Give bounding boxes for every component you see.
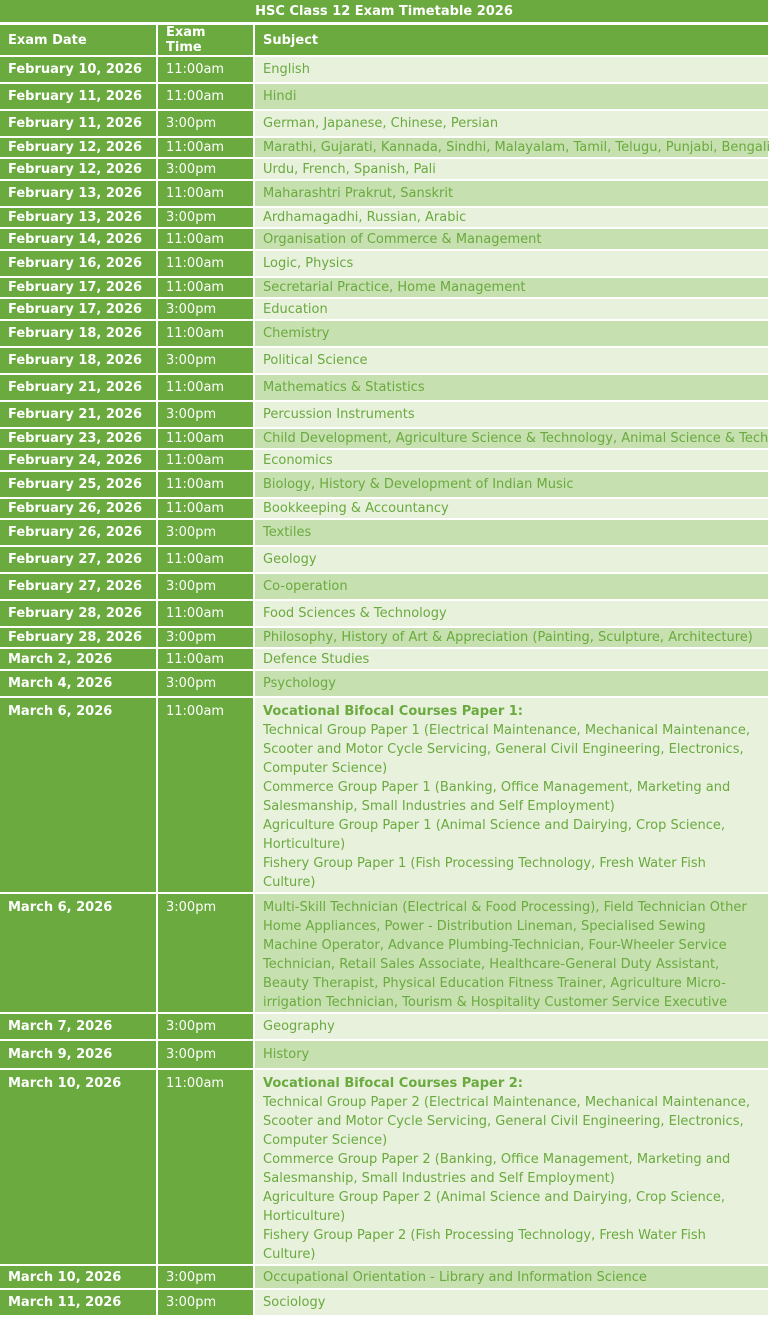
subject-heading: Vocational Bifocal Courses Paper 1: <box>263 704 523 719</box>
subject-cell: Percussion Instruments <box>253 402 768 429</box>
exam-date-cell: March 2, 2026 <box>0 649 156 671</box>
subject-cell <box>253 698 768 894</box>
exam-date-cell: February 12, 2026 <box>0 159 156 181</box>
table-row <box>0 628 768 649</box>
subject-line: Agriculture Group Paper 1 (Animal Science and Dairying, Crop Science, Horticulture) <box>263 818 725 852</box>
exam-date-cell: February 26, 2026 <box>0 520 156 547</box>
exam-date-cell: February 21, 2026 <box>0 375 156 402</box>
table-row <box>0 574 768 601</box>
exam-time-cell: 3:00pm <box>156 628 253 649</box>
exam-time-cell: 3:00pm <box>156 1290 253 1317</box>
table-row <box>0 894 768 1014</box>
table-row <box>0 278 768 299</box>
exam-time-cell: 11:00am <box>156 138 253 159</box>
subject-cell: Ardhamagadhi, Russian, Arabic <box>253 208 768 229</box>
exam-time-cell: 3:00pm <box>156 1041 253 1070</box>
table-row <box>0 1290 768 1317</box>
subject-cell: History <box>253 1041 768 1070</box>
table-row <box>0 375 768 402</box>
subject-line: Multi-Skill Technician (Electrical & Food Processing), Field Technician Other Home Appliances, Power - Distribution Lineman, Specialised Sewing Machine Operator, Advance Plumbing-Technician, Four-Wheeler Service Technician, Retail Sales Associate, Healthcare-General Duty Assistant, Beauty Therapist, Physical Education Fitness Trainer, Agriculture Micro-irrigation Technician, Tourism & Hospitality Customer Service Executive <box>263 900 747 1010</box>
subject-cell: Organisation of Commerce & Management <box>253 229 768 251</box>
exam-time-cell: 3:00pm <box>156 111 253 138</box>
table-row <box>0 698 768 894</box>
table-row <box>0 84 768 111</box>
subject-cell: Urdu, French, Spanish, Pali <box>253 159 768 181</box>
exam-date-cell: February 17, 2026 <box>0 299 156 321</box>
subject-cell: Chemistry <box>253 321 768 348</box>
exam-time-cell: 11:00am <box>156 547 253 574</box>
subject-cell: Economics <box>253 450 768 472</box>
table-row <box>0 429 768 450</box>
subject-cell <box>253 894 768 1014</box>
exam-time-cell: 11:00am <box>156 375 253 402</box>
exam-date-cell: February 28, 2026 <box>0 601 156 628</box>
exam-date-cell: February 17, 2026 <box>0 278 156 299</box>
subject-line: Technical Group Paper 1 (Electrical Maintenance, Mechanical Maintenance, Scooter and Motor Cycle Servicing, General Civil Engineering, Electronics, Computer Science) <box>263 723 750 776</box>
exam-date-cell: February 12, 2026 <box>0 138 156 159</box>
subject-line: Agriculture Group Paper 2 (Animal Science and Dairying, Crop Science, Horticulture) <box>263 1190 725 1224</box>
exam-date-cell: February 25, 2026 <box>0 472 156 499</box>
timetable-title: HSC Class 12 Exam Timetable 2026 <box>0 0 768 25</box>
exam-date-cell: February 14, 2026 <box>0 229 156 251</box>
table-row <box>0 111 768 138</box>
subject-cell: Food Sciences & Technology <box>253 601 768 628</box>
exam-date-cell: February 16, 2026 <box>0 251 156 278</box>
subject-line: Fishery Group Paper 2 (Fish Processing Technology, Fresh Water Fish Culture) <box>263 1228 706 1262</box>
exam-time-cell: 11:00am <box>156 251 253 278</box>
exam-time-cell: 11:00am <box>156 229 253 251</box>
table-row <box>0 138 768 159</box>
subject-cell: Logic, Physics <box>253 251 768 278</box>
subject-cell: Psychology <box>253 671 768 698</box>
subject-cell: Marathi, Gujarati, Kannada, Sindhi, Malayalam, Tamil, Telugu, Punjabi, Bengali <box>253 138 768 159</box>
exam-date-cell: February 18, 2026 <box>0 321 156 348</box>
exam-time-cell: 11:00am <box>156 181 253 208</box>
subject-cell: Geography <box>253 1014 768 1041</box>
exam-date-cell: February 11, 2026 <box>0 111 156 138</box>
exam-time-cell: 3:00pm <box>156 208 253 229</box>
header-exam-time: Exam Time <box>156 25 253 57</box>
header-subject: Subject <box>253 25 768 57</box>
table-row <box>0 159 768 181</box>
table-row <box>0 321 768 348</box>
subject-cell: Political Science <box>253 348 768 375</box>
exam-date-cell: March 10, 2026 <box>0 1070 156 1266</box>
exam-time-cell: 3:00pm <box>156 1014 253 1041</box>
exam-time-cell: 3:00pm <box>156 159 253 181</box>
table-row <box>0 348 768 375</box>
exam-date-cell: February 24, 2026 <box>0 450 156 472</box>
exam-date-cell: February 26, 2026 <box>0 499 156 520</box>
table-row <box>0 251 768 278</box>
exam-time-cell: 11:00am <box>156 450 253 472</box>
subject-line: Commerce Group Paper 1 (Banking, Office Management, Marketing and Salesmanship, Small Industries and Self Employment) <box>263 780 731 814</box>
table-row <box>0 208 768 229</box>
exam-time-cell: 11:00am <box>156 84 253 111</box>
subject-cell: German, Japanese, Chinese, Persian <box>253 111 768 138</box>
exam-date-cell: March 6, 2026 <box>0 698 156 894</box>
table-row <box>0 402 768 429</box>
subject-cell: Mathematics & Statistics <box>253 375 768 402</box>
exam-date-cell: February 11, 2026 <box>0 84 156 111</box>
exam-date-cell: March 4, 2026 <box>0 671 156 698</box>
exam-time-cell: 11:00am <box>156 321 253 348</box>
exam-date-cell: February 10, 2026 <box>0 57 156 84</box>
table-row <box>0 181 768 208</box>
exam-time-cell: 11:00am <box>156 1070 253 1266</box>
exam-date-cell: March 10, 2026 <box>0 1266 156 1290</box>
exam-time-cell: 3:00pm <box>156 520 253 547</box>
subject-cell: Maharashtri Prakrut, Sanskrit <box>253 181 768 208</box>
exam-date-cell: February 27, 2026 <box>0 547 156 574</box>
subject-line: Fishery Group Paper 1 (Fish Processing Technology, Fresh Water Fish Culture) <box>263 856 706 890</box>
exam-time-cell: 3:00pm <box>156 894 253 1014</box>
exam-time-cell: 3:00pm <box>156 671 253 698</box>
subject-cell: Co-operation <box>253 574 768 601</box>
exam-time-cell: 11:00am <box>156 698 253 894</box>
exam-time-cell: 11:00am <box>156 57 253 84</box>
subject-cell <box>253 1070 768 1266</box>
exam-date-cell: February 28, 2026 <box>0 628 156 649</box>
subject-cell: Defence Studies <box>253 649 768 671</box>
table-row <box>0 1266 768 1290</box>
exam-time-cell: 11:00am <box>156 601 253 628</box>
exam-time-cell: 3:00pm <box>156 348 253 375</box>
exam-time-cell: 11:00am <box>156 472 253 499</box>
table-row <box>0 499 768 520</box>
exam-time-cell: 3:00pm <box>156 1266 253 1290</box>
table-row <box>0 299 768 321</box>
table-row <box>0 1041 768 1070</box>
table-row <box>0 547 768 574</box>
exam-time-cell: 11:00am <box>156 499 253 520</box>
subject-cell: English <box>253 57 768 84</box>
subject-cell: Hindi <box>253 84 768 111</box>
table-row <box>0 472 768 499</box>
subject-cell: Sociology <box>253 1290 768 1317</box>
exam-time-cell: 11:00am <box>156 278 253 299</box>
header-exam-date: Exam Date <box>0 25 156 57</box>
subject-cell: Secretarial Practice, Home Management <box>253 278 768 299</box>
subject-heading: Vocational Bifocal Courses Paper 2: <box>263 1076 523 1091</box>
exam-date-cell: February 23, 2026 <box>0 429 156 450</box>
exam-time-cell: 11:00am <box>156 429 253 450</box>
table-row <box>0 601 768 628</box>
exam-time-cell: 3:00pm <box>156 299 253 321</box>
table-row <box>0 229 768 251</box>
exam-date-cell: March 7, 2026 <box>0 1014 156 1041</box>
table-row <box>0 520 768 547</box>
subject-cell: Textiles <box>253 520 768 547</box>
exam-date-cell: February 21, 2026 <box>0 402 156 429</box>
exam-time-cell: 3:00pm <box>156 574 253 601</box>
table-row <box>0 450 768 472</box>
subject-cell: Biology, History & Development of Indian Music <box>253 472 768 499</box>
timetable-body <box>0 57 768 1317</box>
table-row <box>0 1070 768 1266</box>
exam-date-cell: February 13, 2026 <box>0 208 156 229</box>
subject-cell: Geology <box>253 547 768 574</box>
subject-line: Commerce Group Paper 2 (Banking, Office Management, Marketing and Salesmanship, Small Industries and Self Employment) <box>263 1152 731 1186</box>
subject-line: Technical Group Paper 2 (Electrical Maintenance, Mechanical Maintenance, Scooter and Motor Cycle Servicing, General Civil Engineering, Electronics, Computer Science) <box>263 1095 750 1148</box>
table-row <box>0 1014 768 1041</box>
subject-cell: Bookkeeping & Accountancy <box>253 499 768 520</box>
subject-cell: Education <box>253 299 768 321</box>
table-row <box>0 671 768 698</box>
subject-cell: Occupational Orientation - Library and Information Science <box>253 1266 768 1290</box>
exam-date-cell: February 18, 2026 <box>0 348 156 375</box>
exam-date-cell: March 6, 2026 <box>0 894 156 1014</box>
exam-date-cell: March 11, 2026 <box>0 1290 156 1317</box>
table-row <box>0 57 768 84</box>
exam-time-cell: 3:00pm <box>156 402 253 429</box>
exam-date-cell: February 13, 2026 <box>0 181 156 208</box>
subject-cell: Philosophy, History of Art & Appreciation (Painting, Sculpture, Architecture) <box>253 628 768 649</box>
exam-date-cell: February 27, 2026 <box>0 574 156 601</box>
subject-cell: Child Development, Agriculture Science & Technology, Animal Science & Tech <box>253 429 768 450</box>
table-row <box>0 649 768 671</box>
exam-date-cell: March 9, 2026 <box>0 1041 156 1070</box>
exam-time-cell: 11:00am <box>156 649 253 671</box>
